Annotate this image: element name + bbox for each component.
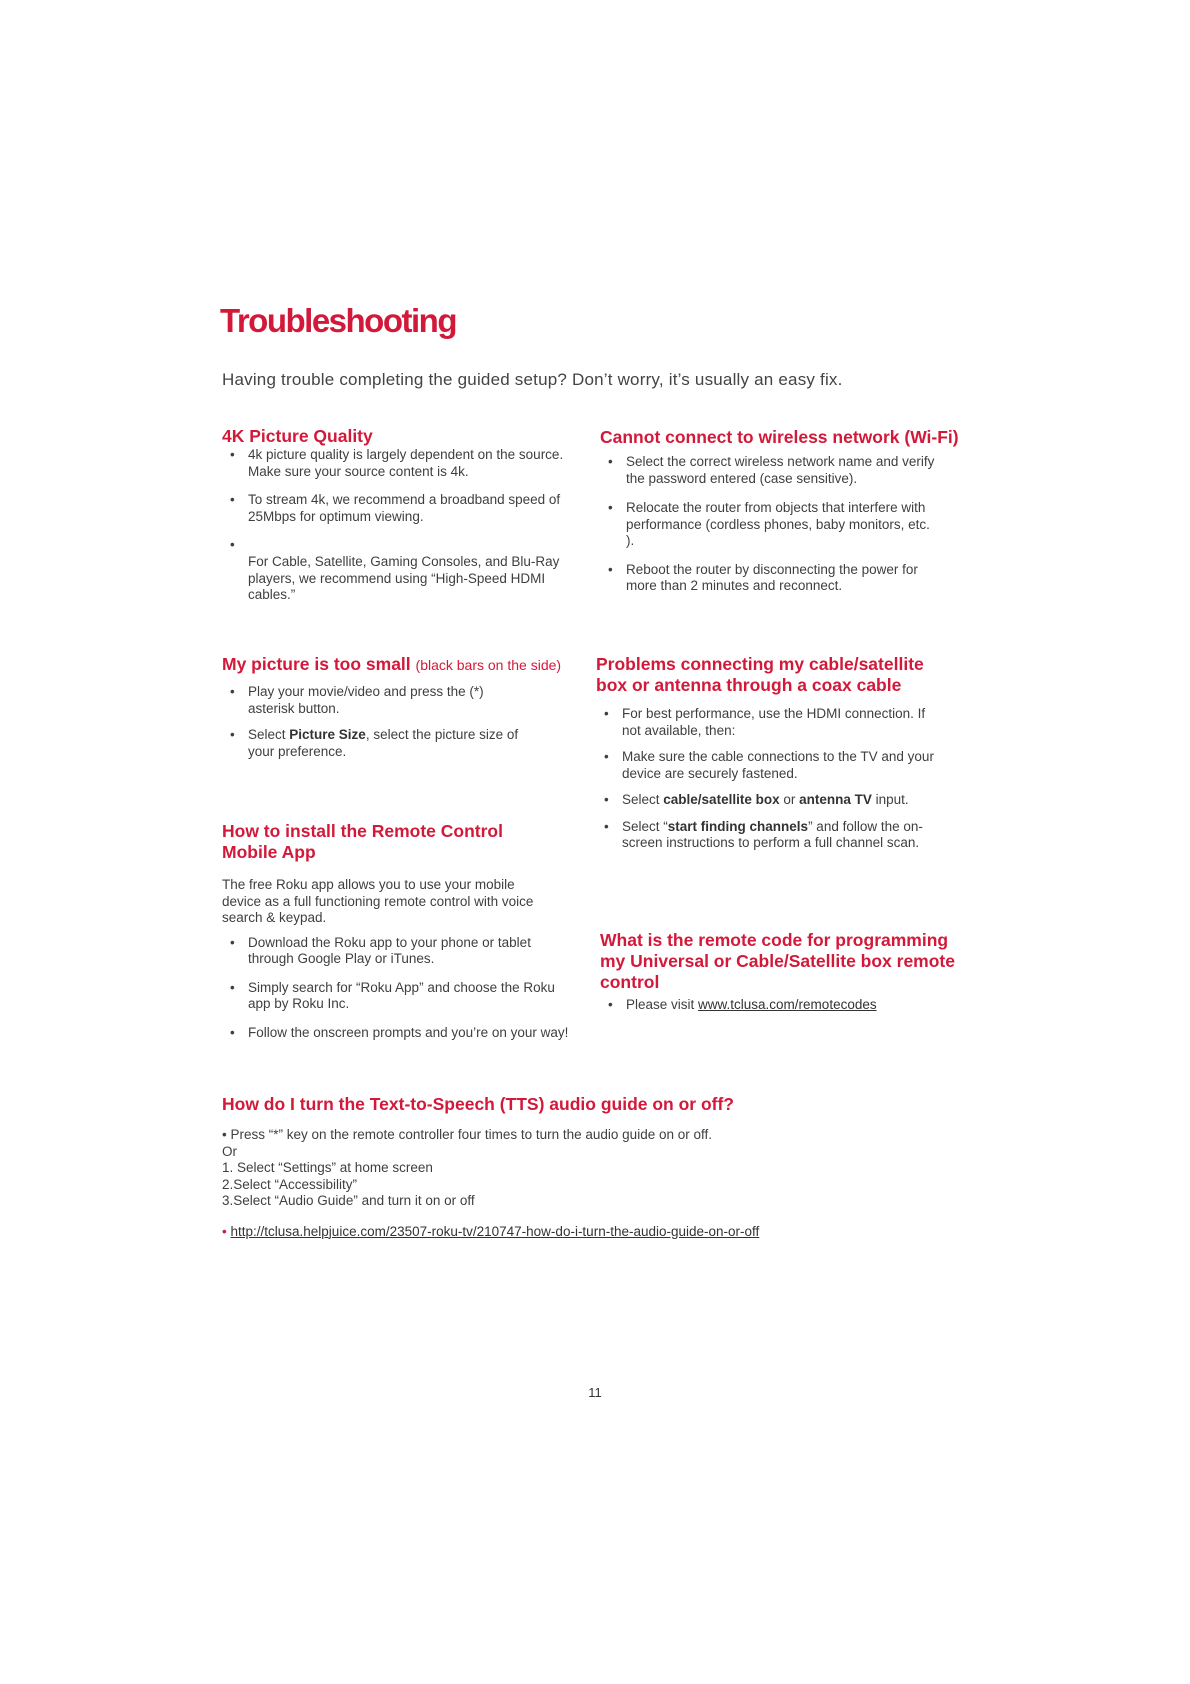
section-wifi xyxy=(600,427,1000,607)
bullet-icon: • xyxy=(230,447,235,462)
section-4k-picture-quality xyxy=(222,426,567,616)
bullet-icon: • xyxy=(222,1127,227,1142)
section-heading: 4K Picture Quality xyxy=(222,426,373,446)
bullet-icon: • xyxy=(230,537,235,552)
section-heading: My picture is too small (black bars on the side) xyxy=(222,654,562,674)
list-item: • To stream 4k, we recommend a broadband speed of 25Mbps for optimum viewing. xyxy=(230,492,561,524)
bullet-icon: • xyxy=(230,492,235,507)
section-heading: Cannot connect to wireless network (Wi-Fi) xyxy=(600,427,959,447)
bullet-icon: • xyxy=(608,500,613,515)
section-heading: How do I turn the Text-to-Speech (TTS) audio guide on or off? xyxy=(222,1094,734,1114)
tts-step: 3.Select “Audio Guide” and turn it on or off xyxy=(222,1193,475,1208)
list-item: • Relocate the router from objects that interfere with performance (cordless phones, baby monitors, etc. ). xyxy=(608,500,930,548)
list-item: • For Cable, Satellite, Gaming Consoles, and Blu-Ray players, we recommend using “High-Speed HDMI cables.” xyxy=(230,537,560,602)
tts-step: 2.Select “Accessibility” xyxy=(222,1176,358,1192)
bullet-icon: • xyxy=(222,1223,227,1239)
bullet-icon: • xyxy=(608,561,613,577)
section-heading: Problems connecting my cable/satellite box or antenna through a coax cable xyxy=(596,654,924,695)
section-intro: The free Roku app allows you to use your mobile device as a full functioning remote control with voice search & keypad. xyxy=(222,877,534,925)
bullet-icon: • xyxy=(230,979,235,995)
list-item: • Make sure the cable connections to the TV and your device are securely fastened. xyxy=(604,749,934,781)
bullet-icon: • xyxy=(608,997,613,1012)
section-remote-code xyxy=(600,930,980,1026)
list-item: • Reboot the router by disconnecting the power for more than 2 minutes and reconnect. xyxy=(608,561,918,593)
tts-step: • Press “*” key on the remote controller four times to turn the audio guide on or off. xyxy=(222,1127,712,1142)
tts-help-link[interactable]: http://tclusa.helpjuice.com/23507-roku-tv/210747-how-do-i-turn-the-audio-guide-on-or-off xyxy=(230,1223,760,1239)
bullet-icon: • xyxy=(604,706,609,721)
list-item: • 4k picture quality is largely dependent on the source. Make sure your source content is 4k. xyxy=(230,447,564,479)
section-picture-too-small xyxy=(222,654,592,772)
list-item: • For best performance, use the HDMI connection. If not available, then: xyxy=(604,706,926,738)
list-item: • Select Picture Size, select the picture size of your preference. xyxy=(230,727,519,759)
section-heading: What is the remote code for programming my Universal or Cable/Satellite box remote control xyxy=(600,930,955,992)
bullet-icon: • xyxy=(604,749,609,764)
list-item: • Please visit www.tclusa.com/remotecodes xyxy=(608,997,877,1012)
bullet-icon: • xyxy=(604,792,609,807)
heading-note: (black bars on the side) xyxy=(415,657,562,673)
remote-codes-link[interactable]: www.tclusa.com/remotecodes xyxy=(698,997,877,1012)
page-subtitle: Having trouble completing the guided setup? Don’t worry, it’s usually an easy fix. xyxy=(222,370,843,389)
section-heading: How to install the Remote Control Mobile App xyxy=(222,821,503,862)
bullet-icon: • xyxy=(230,727,235,742)
tts-or: Or xyxy=(222,1143,237,1159)
section-tts xyxy=(222,1094,1022,1240)
list-item: • Select the correct wireless network name and verify the password entered (case sensitive). xyxy=(608,454,935,486)
list-item: • Play your movie/video and press the (*) asterisk button. xyxy=(230,684,484,716)
bullet-icon: • xyxy=(230,684,235,699)
section-remote-app xyxy=(222,821,582,1053)
bullet-icon: • xyxy=(230,1024,235,1040)
list-item: • Select cable/satellite box or antenna TV input. xyxy=(604,792,909,807)
list-item: • Follow the onscreen prompts and you’re on your way! xyxy=(230,1024,569,1040)
list-item: • Simply search for “Roku App” and choose the Roku app by Roku Inc. xyxy=(230,979,555,1011)
bullet-icon: • xyxy=(608,454,613,469)
tts-step: 1. Select “Settings” at home screen xyxy=(222,1160,433,1175)
tts-link-line xyxy=(222,1224,1022,1241)
section-coax-connection xyxy=(596,654,966,864)
list-item: • Download the Roku app to your phone or tablet through Google Play or iTunes. xyxy=(230,934,531,966)
page-title: Troubleshooting xyxy=(220,302,456,339)
bullet-icon: • xyxy=(604,818,609,834)
bullet-icon: • xyxy=(230,934,235,950)
page-number: 11 xyxy=(588,1385,602,1400)
list-item: • Select “start finding channels” and follow the on-screen instructions to perform a full channel scan. xyxy=(604,818,923,850)
